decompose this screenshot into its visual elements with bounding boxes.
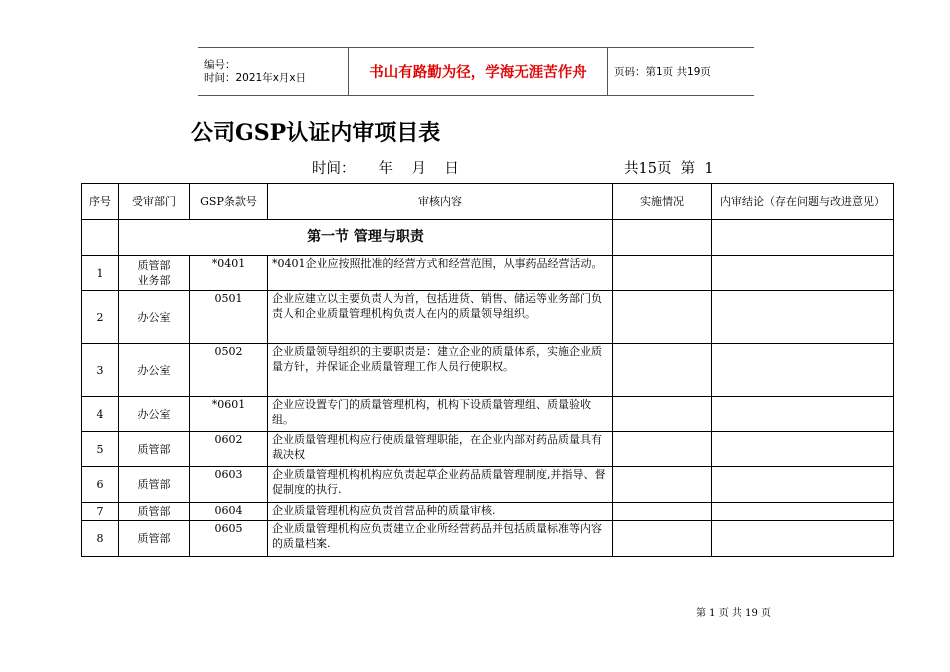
row-conclusion <box>712 344 894 397</box>
table-header-row <box>82 184 894 220</box>
document-header <box>198 47 754 96</box>
row-content: 企业质量管理机构应负责建立企业所经营药品并包括质量标准等内容的质量档案. <box>268 521 613 557</box>
row-no: 8 <box>82 521 119 557</box>
subtitle-time: 时间： 年 月 日 <box>312 161 459 177</box>
section-title: 第一节 管理与职责 <box>119 220 613 256</box>
header-meta <box>198 48 349 96</box>
row-impl <box>613 344 712 397</box>
row-impl <box>613 397 712 432</box>
row-impl <box>613 521 712 557</box>
header-page-code: 页码：第1页 共19页 <box>614 66 711 78</box>
section-empty-cell <box>712 220 894 256</box>
row-conclusion <box>712 521 894 557</box>
page-title: 公司GSP认证内审项目表 <box>191 120 441 146</box>
row-content: 企业质量领导组织的主要职责是：建立企业的质量体系，实施企业质量方针，并保证企业质量管理工作人员行使职权。 <box>268 344 613 397</box>
row-dept: 办公室 <box>119 397 190 432</box>
table-row <box>82 503 894 521</box>
row-dept: 质管部 <box>119 521 190 557</box>
table-row <box>82 344 894 397</box>
header-motto: 书山有路勤为径，学海无涯苦作舟 <box>349 48 608 96</box>
section-empty-cell <box>82 220 119 256</box>
table-row <box>82 397 894 432</box>
subtitle-pages: 共15页 第 1 <box>624 161 714 177</box>
row-no: 3 <box>82 344 119 397</box>
row-content: 企业应设置专门的质量管理机构，机构下设质量管理组、质量验收组。 <box>268 397 613 432</box>
page-footer: 第 1 页 共 19 页 <box>696 608 771 619</box>
row-dept: 质管部 <box>119 432 190 467</box>
row-clause: 0502 <box>190 344 268 397</box>
row-content: 企业质量管理机构应行使质量管理职能，在企业内部对药品质量具有裁决权 <box>268 432 613 467</box>
row-content: 企业质量管理机构应负责首营品种的质量审核. <box>268 503 613 521</box>
col-header-dept: 受审部门 <box>119 184 190 220</box>
row-dept: 质管部 <box>119 467 190 503</box>
table-row <box>82 291 894 344</box>
row-content: 企业质量管理机构机构应负责起草企业药品质量管理制度,并指导、督促制度的执行. <box>268 467 613 503</box>
section-empty-cell <box>613 220 712 256</box>
audit-table <box>81 183 894 557</box>
col-header-clause: GSP条款号 <box>190 184 268 220</box>
row-impl <box>613 432 712 467</box>
row-conclusion <box>712 467 894 503</box>
row-clause: 0602 <box>190 432 268 467</box>
row-conclusion <box>712 256 894 291</box>
row-conclusion <box>712 397 894 432</box>
row-clause: *0601 <box>190 397 268 432</box>
row-no: 5 <box>82 432 119 467</box>
row-dept: 质管部 业务部 <box>119 256 190 291</box>
row-content: 企业应建立以主要负责人为首，包括进货、销售、储运等业务部门负责人和企业质量管理机构负责人在内的质量领导组织。 <box>268 291 613 344</box>
table-row <box>82 256 894 291</box>
row-no: 1 <box>82 256 119 291</box>
row-impl <box>613 503 712 521</box>
row-clause: *0401 <box>190 256 268 291</box>
row-impl <box>613 256 712 291</box>
row-impl <box>613 467 712 503</box>
table-row <box>82 432 894 467</box>
col-header-impl: 实施情况 <box>613 184 712 220</box>
row-no: 2 <box>82 291 119 344</box>
row-content: *0401企业应按照批准的经营方式和经营范围，从事药品经营活动。 <box>268 256 613 291</box>
col-header-content: 审核内容 <box>268 184 613 220</box>
row-no: 4 <box>82 397 119 432</box>
table-row <box>82 521 894 557</box>
row-impl <box>613 291 712 344</box>
row-dept: 办公室 <box>119 344 190 397</box>
section-row <box>82 220 894 256</box>
col-header-no: 序号 <box>82 184 119 220</box>
row-clause: 0603 <box>190 467 268 503</box>
row-clause: 0501 <box>190 291 268 344</box>
col-header-conclusion: 内审结论（存在问题与改进意见） <box>712 184 894 220</box>
row-dept: 质管部 <box>119 503 190 521</box>
row-conclusion <box>712 291 894 344</box>
row-conclusion <box>712 432 894 467</box>
time-label: 时间：2021年x月x日 <box>204 71 307 84</box>
row-dept: 办公室 <box>119 291 190 344</box>
table-row <box>82 467 894 503</box>
row-clause: 0604 <box>190 503 268 521</box>
number-label: 编号： <box>204 58 236 71</box>
row-conclusion <box>712 503 894 521</box>
row-no: 6 <box>82 467 119 503</box>
row-no: 7 <box>82 503 119 521</box>
row-clause: 0605 <box>190 521 268 557</box>
